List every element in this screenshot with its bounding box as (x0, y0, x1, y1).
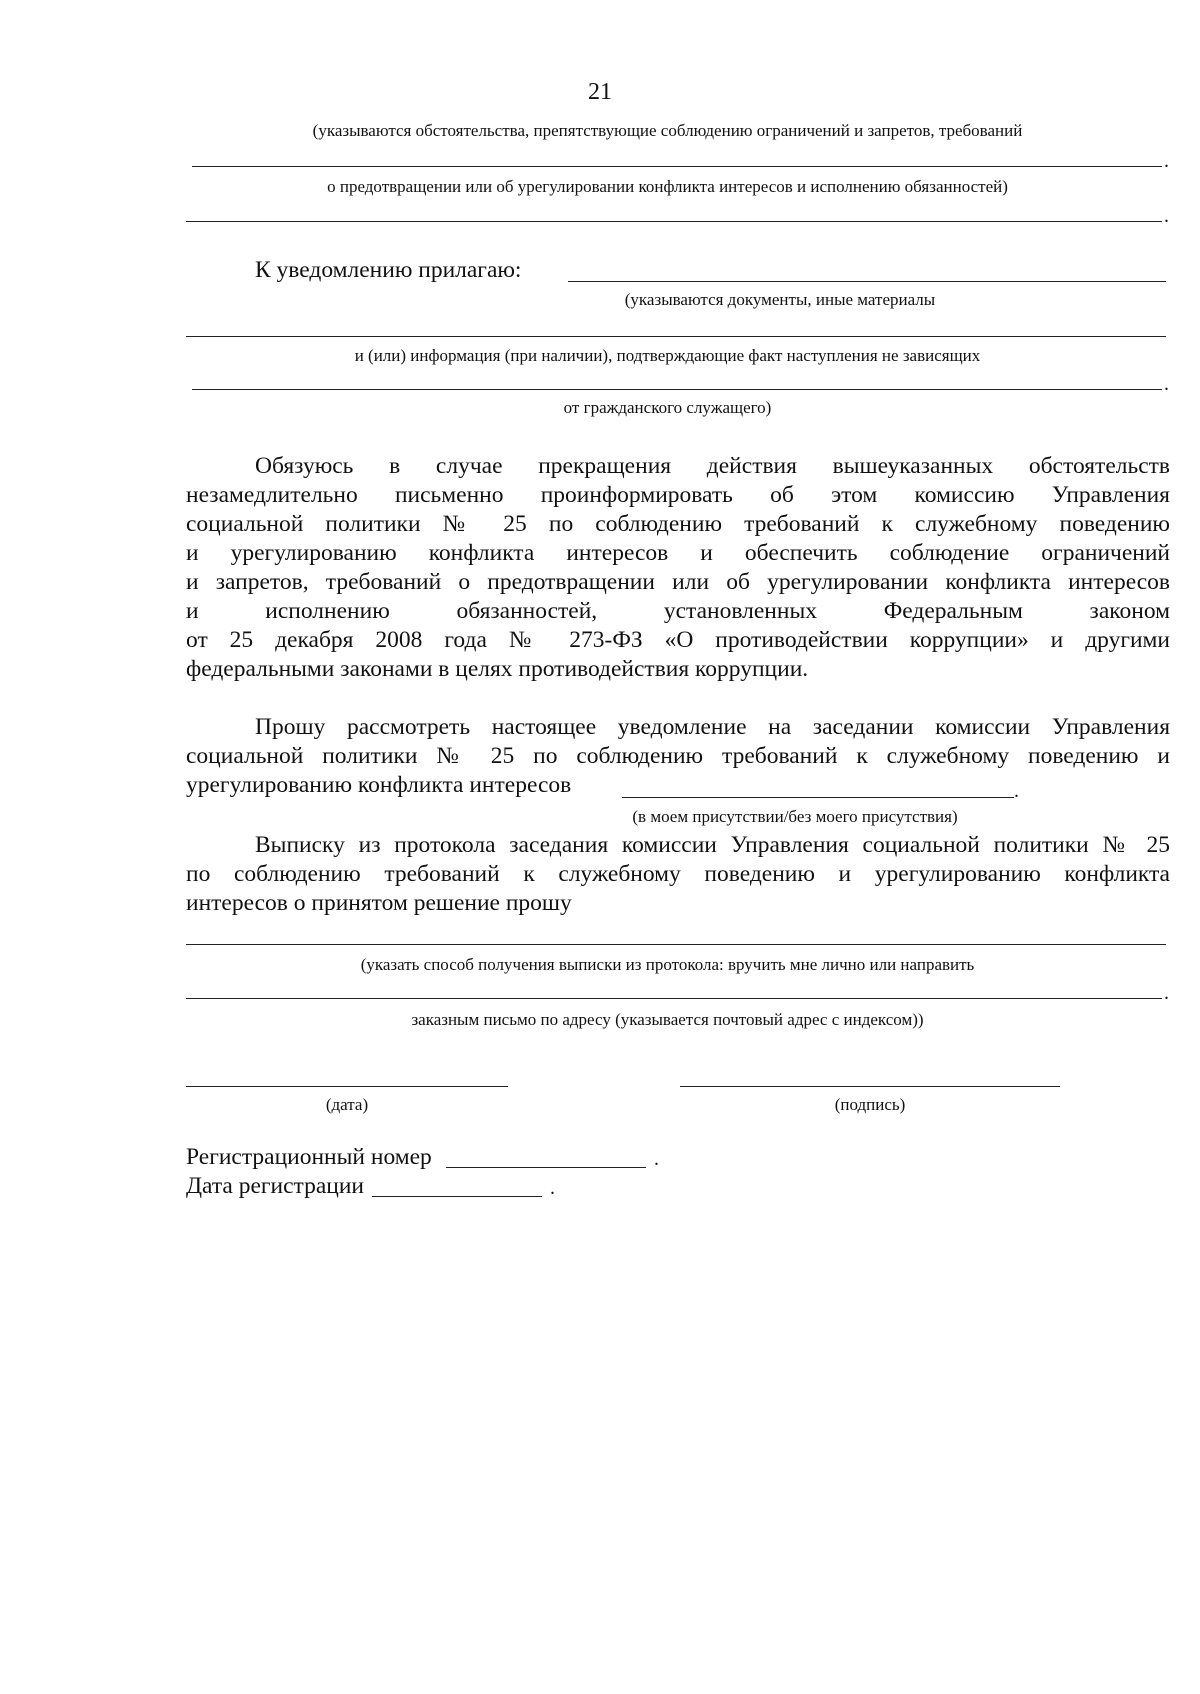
line-end-period: . (1164, 373, 1169, 395)
obligation-line-4: и урегулированию конфликта интересов и обеспечить соблюдение ограничений (186, 540, 1170, 566)
registration-number-label: Регистрационный номер (186, 1144, 432, 1170)
fill-line-attachments-2 (192, 389, 1162, 390)
signature-fill-line (680, 1086, 1060, 1087)
obligation-line-1: Обязуюсь в случае прекращения действия вышеуказанных обстоятельств (255, 453, 1170, 479)
fill-line-extract-1 (186, 944, 1166, 945)
obligation-line-5: и запретов, требований о предотвращении или об урегулировании конфликта интересов (186, 569, 1170, 595)
line-end-period: . (1164, 205, 1169, 227)
date-fill-line (186, 1086, 508, 1087)
attachments-caption-2: и (или) информация (при наличии), подтверждающие факт наступления не зависящих (354, 346, 981, 365)
extract-line-2: по соблюдению требований к служебному поведению и урегулированию конфликта (186, 861, 1170, 887)
registration-number-fill-line (446, 1167, 646, 1168)
line-end-period: . (1164, 982, 1169, 1004)
registration-date-label: Дата регистрации (186, 1173, 365, 1199)
line-end-period: . (1014, 780, 1019, 802)
line-end-period: . (654, 1148, 659, 1170)
obligation-line-6: и исполнению обязанностей, установленных Федеральным законом (186, 598, 1170, 624)
request-line-2: социальной политики № 25 по соблюдению требований к служебному поведению и (186, 743, 1170, 769)
extract-line-1: Выписку из протокола заседания комиссии Управления социальной политики № 25 (255, 832, 1170, 858)
fill-line-circumstances-2 (186, 221, 1162, 222)
request-line-3: урегулированию конфликта интересов (186, 772, 572, 798)
signature-caption: (подпись) (834, 1095, 906, 1114)
obligation-line-8: федеральными законами в целях противодействия коррупции. (186, 656, 809, 682)
attachments-caption-3: от гражданского служащего) (563, 398, 772, 417)
fill-line-circumstances-1 (192, 166, 1162, 167)
obligation-line-2: незамедлительно письменно проинформировать об этом комиссию Управления (186, 482, 1170, 508)
fill-line-attachments-1 (186, 336, 1166, 337)
extract-caption-2: заказным письмо по адресу (указывается почтовый адрес с индексом)) (411, 1010, 924, 1029)
request-line-1: Прошу рассмотреть настоящее уведомление на заседании комиссии Управления (255, 714, 1170, 740)
presence-caption: (в моем присутствии/без моего присутствия) (632, 807, 958, 826)
extract-caption-1: (указать способ получения выписки из протокола: вручить мне лично или направить (360, 955, 975, 974)
line-end-period: . (1164, 150, 1169, 172)
date-caption: (дата) (325, 1095, 369, 1114)
registration-date-fill-line (372, 1196, 542, 1197)
extract-line-3: интересов о принятом решение прошу (186, 890, 572, 916)
attachments-fill-line (568, 281, 1166, 282)
page-number: 21 (588, 79, 612, 105)
attachments-caption-1: (указываются документы, иные материалы (624, 290, 936, 309)
obligation-line-3: социальной политики № 25 по соблюдению требований к служебному поведению (186, 511, 1170, 537)
fill-line-extract-2 (186, 998, 1162, 999)
obligation-line-7: от 25 декабря 2008 года № 273-ФЗ «О противодействии коррупции» и другими (186, 627, 1170, 653)
attachments-label: К уведомлению прилагаю: (255, 257, 522, 283)
circumstances-caption-1: (указываются обстоятельства, препятствующие соблюдению ограничений и запретов, требований (312, 121, 1023, 140)
presence-fill-line (622, 797, 1014, 798)
circumstances-caption-2: о предотвращении или об урегулировании конфликта интересов и исполнению обязанностей) (327, 177, 1008, 196)
line-end-period: . (550, 1177, 555, 1199)
